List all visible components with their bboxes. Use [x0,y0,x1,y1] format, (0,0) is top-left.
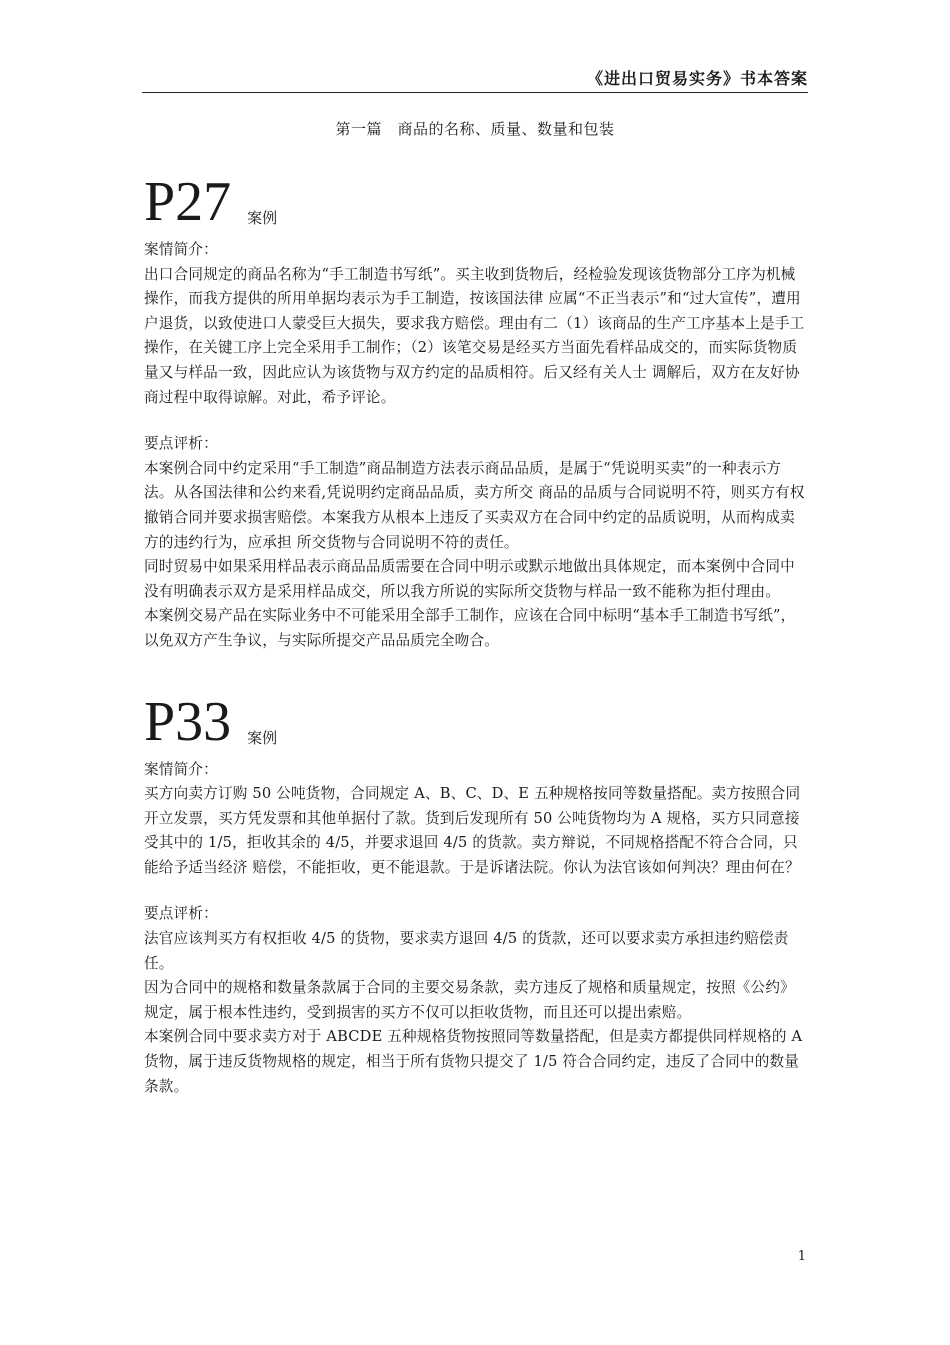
intro-paragraph: 出口合同规定的商品名称为“手工制造书写纸”。买主收到货物后，经检验发现该货物部分工序为机械操作，而我方提供的所用单据均表示为手工制造，按该国法律 应属“不正当表示”和“过大宣传”，遭用户退货，以致使进口人蒙受巨大损失，要求我方赔偿。理由有二（1）该商品的生产工序基本上是手工操作，在关键工序上完全采用手工制作；（2）该笔交易是经买方当面先看样品成交的，而实际货物质量又与样品一致，因此应认为该货物与双方约定的品质相符。后又经有关人士 调解后，双方在友好协商过程中取得谅解。对此，希予评论。 [144,265,805,406]
case-heading [144,168,806,233]
analysis-label: 要点评析： [144,905,218,923]
case-tag: 案例 [247,728,278,747]
case-section-p33 [144,688,806,1100]
case-tag: 案例 [247,209,278,227]
content-body [144,168,806,1099]
analysis-paragraph: 本案例合同中约定采用“手工制造”商品制造方法表示商品品质，是属于“凭说明买卖”的一种表示方法。从各国法律和公约来看,凭说明约定商品品质，卖方所交 商品的品质与合同说明不符，则买方有权撤销合同并要求损害赔偿。本案我方从根本上违反了买卖双方在合同中约定的品质说明，从而构成卖方的违约行为，应承担 所交货物与合同说明不符的责任。 [144,459,805,551]
page-number: 1 [797,1249,806,1264]
intro-paragraph: 买方向卖方订购 50 公吨货物，合同规定 A、B、C、D、E 五种规格按同等数量搭配。卖方按照合同开立发票，买方凭发票和其他单据付了款。货到后发现所有 50 公吨货物均为 A 规格，买方只同意接受其中的 1/5，拒收其余的 4/5，并要求退回 4/5 的货款。卖方辩说，不同规格搭配不符合合同，只能给予适当经济 赔偿，不能拒收，更不能退款。于是诉诸法院。你认为法官该如何判决？理由何在？ [144,785,801,876]
case-heading [144,688,806,753]
case-page-ref: P27 [144,171,232,233]
analysis-paragraph: 本案例合同中要求卖方对于 ABCDE 五种规格货物按照同等数量搭配，但是卖方都提供同样规格的 A 货物，属于违反货物规格的规定，相当于所有货物只提交了 1/5 符合合同约定，违反了合同中的数量条款。 [144,1028,803,1095]
part-title: 第一篇 商品的名称、质量、数量和包装 [335,120,615,138]
intro-label: 案情简介： [144,760,218,778]
analysis-paragraph: 因为合同中的规格和数量条款属于合同的主要交易条款，卖方违反了规格和质量规定，按照《公约》规定，属于根本性违约，受到损害的买方不仅可以拒收货物，而且还可以提出索赔。 [144,979,795,1021]
case-page-ref: P33 [144,690,232,753]
analysis-paragraph: 本案例交易产品在实际业务中不可能采用全部手工制作，应该在合同中标明“基本手工制造书写纸”，以免双方产生争议，与实际所提交产品品质完全吻合。 [144,607,796,649]
intro-label: 案情简介： [144,241,218,258]
running-header-title: 《进出口贸易实务》书本答案 [586,69,808,88]
header-rule [142,92,808,93]
case-section-p27 [144,168,806,654]
analysis-paragraph: 同时贸易中如果采用样品表示商品品质需要在合同中明示或默示地做出具体规定，而本案例中合同中没有明确表示双方是采用样品成交，所以我方所说的实际所交货物与样品一致不能称为拒付理由。 [144,558,795,600]
analysis-paragraph: 法官应该判买方有权拒收 4/5 的货物，要求卖方退回 4/5 的货款，还可以要求卖方承担违约赔偿责任。 [144,930,789,972]
analysis-label: 要点评析： [144,435,218,453]
